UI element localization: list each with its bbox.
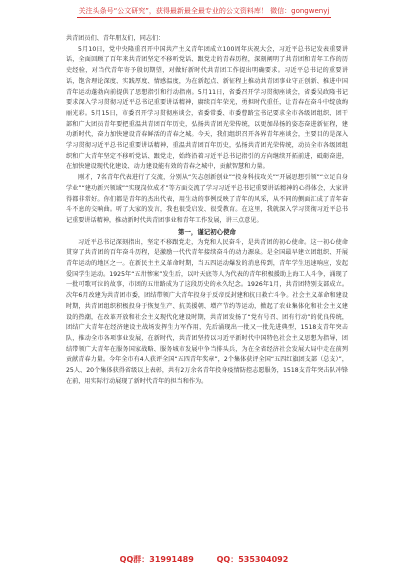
footer bbox=[0, 554, 408, 570]
paragraph-2: 刚才，7名青年代表进行了交流，分别从“矢志创新创业”“投身科技攻关”“开展思想引领”“立足自身学业”“建功新兴领域”“实现岗位成才”等方面交流了学习习近平总书记重要讲话精神的心得体会，大家讲得都非常好。你们都是青年的杰出代表，用生动的事例反映了青年的风采，从不同的侧面汇成了青年奋斗不息的交响曲。听了大家的发言，我也很受启发、很受教育。在这里，我就深入学习贯彻习近平总书记重要讲话精神，推动新时代共青团事业和青年工作发展，讲三点意见。 bbox=[66, 174, 348, 224]
section-1-title: 第一，谨记初心使命 bbox=[178, 227, 236, 236]
paragraph-1: 5月10日，党中央隆重召开中国共产主义青年团成立100周年庆祝大会，习近平总书记发表重要讲话，全面回顾了百年来共青团坚定不移听党话、跟党走的青春历程，深刻阐明了共青团和青年工作的历史经验，对当代青年寄予殷切期望，对做好新时代共青团工作提出明确要求。习近平总书记的重要讲话，饱含理论深度、实践厚度、情感温度，为在新起点、新征程上推动共青团事业守正创新、推进中国青年运动蓬勃向前提供了思想指引和行动指南。5月11日，省委召开学习贯彻座谈会，省委吴政隆书记要求深入学习贯彻习近平总书记重要讲话精神，赓续百年荣光，勇担时代重任，让青春在奋斗中绽放绚丽光彩。5月15日，市委召开学习贯彻座谈会，省委常委、市委曹路宝书记要求全市各级团组织、团干部和广大团员青年要把重温共青团百年历史，弘扬共青团光荣传统，以更加昂扬的姿态奋进新征程，建功新时代，奋力加快建设青春鲜活的青春之城。今天，我们组织召开各界青年座谈会，主要目的是深入学习贯彻习近平总书记重要讲话精神，重温共青团百年历史，弘扬共青团光荣传统，动员全市各级团组织和广大青年坚定不移听党话、跟党走，始终沿着习近平总书记指引的方向继续开拓前进，砥砺奋进，在加快建设现代化建设、动力建设能有效的青春之城中，贡献智慧和力量。 bbox=[66, 45, 348, 171]
banner-text: 关注头条号“公文研究”，获得最新最全最专业的公文资料库！ 微信：gongwenyj bbox=[77, 7, 332, 18]
qq-text: QQ：535304092 bbox=[216, 555, 289, 564]
top-banner bbox=[0, 0, 408, 26]
document-body bbox=[66, 34, 348, 388]
salutation: 共青团员们、青年朋友们，同志们： bbox=[66, 35, 165, 42]
section-1-paragraph: 习近平总书记深刻指出，坚定不移跟党走，为党和人民奋斗，是共青团的初心使命。这一初心使命贯穿了共青团的百年奋斗历程，是激励一代代青年接续奋斗的动力源泉。是全国最早建立团组织、开展青年运动的地区之一。在新民主主义革命时期，当五四运动爆发的消息传到，青年学生迅速响应，发起爱国学生运动。1925年“五卅惨案”发生后，以叶天底等人为代表的青年积极援助上海工人斗争，涌现了一批可歌可泣的故事，市团的五卅路成为了这段历史的永久纪念。1926年1月，共青团特别支部成立。次年6月改建为共青团市委，团结带领广大青年投身于反帝反封建和抗日救亡斗争。社会主义革命和建设时期，共青团组织积极投身于恢复生产、抗美援朝、增产节约等运动，掀起了农业集体化和社会主义建设的热潮，在改革开放和社会主义现代化建设时期，共青团发扬了“党有号召、团有行动”的优良传统，团结广大青年在经济建设主战场发挥生力军作用，先后涌现出一批又一批先进典型，1518支青年突击队，推动全市各项事业发展，在新时代，共青团坚持以习近平新时代中国特色社会主义思想为指导，团结带领广大青年在服务国家战略、服务城市发展中争当排头兵，为在全省经济社会发展大局中走在前列贡献青春力量。今年全市有4人获评全国“五四青年奖章”，2个集体获评全国“五四红旗团支部（总支）”，25人、20个集体获得省级以上表彰，共有2万余名青年投身疫情防控志愿服务，1518支青年突击队冲锋在前，用实际行动展现了新时代青年的担当和作为。 bbox=[66, 238, 348, 385]
qq-group-text: QQ群：31991489 bbox=[119, 555, 194, 564]
